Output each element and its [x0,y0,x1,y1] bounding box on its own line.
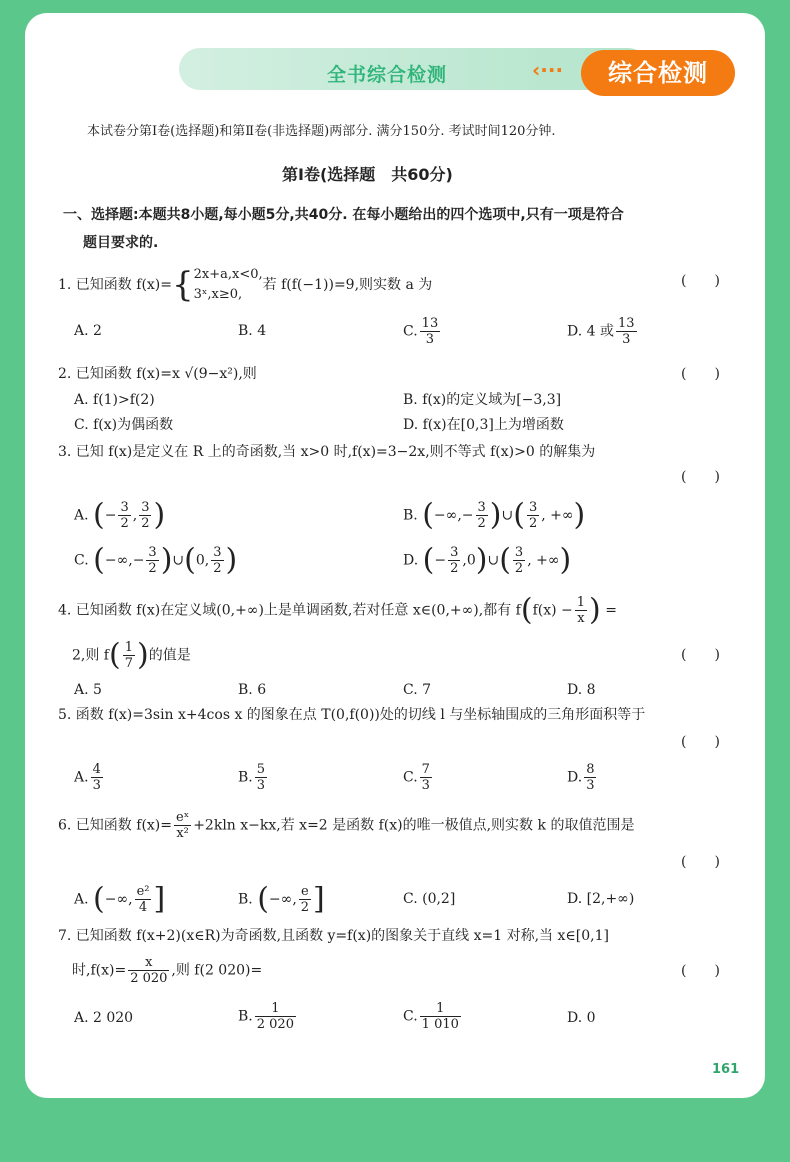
question-2-stem: 2. 已知函数 f(x)=x √(9−x²),则 [58,366,257,382]
q6-option-b: B. (−∞, $\frac{e}{2}$ ] [238,881,325,917]
q5-option-c: C. $\frac{7}{3}$ [403,762,430,793]
answer-blank: ( ) [681,647,720,663]
q4-option-a: A. 5 [74,682,102,698]
part-title: 一、选择题:本题共8小题,每小题5分,共40分. 在每小题给出的四个选项中,只有一项是符合 [63,207,624,223]
answer-blank: ( ) [681,854,720,870]
q1-option-b: B. 4 [238,323,267,339]
q3-option-c: C. (−∞,− $\frac{3}{2}$ )∪(0, $\frac{3}{2}$ ) [74,542,238,578]
answer-blank: ( ) [681,366,720,382]
q2-option-b: B. f(x)的定义域为[−3,3] [403,392,562,408]
q5-option-d: D. $\frac{8}{3}$ [567,762,595,793]
piecewise: 2x+a,x<0, 3ˣ,x≥0, [193,267,263,302]
q6-option-d: D. [2,+∞) [567,891,635,907]
q3-option-a: A. (− $\frac{3}{2}$ , $\frac{3}{2}$ ) [74,497,166,533]
section-title: 第Ⅰ卷(选择题 共60分) [282,165,453,184]
answer-blank: ( ) [681,734,720,750]
question-6-stem: 6. 已知函数 f(x)= $\frac{\text{eˣ}}{\text{x²}}$ +2kln x−kx,若 x=2 是函数 f(x)的唯一极值点,则实数 k 的取值范围是 [58,810,635,841]
answer-blank: ( ) [681,273,720,289]
answer-blank: ( ) [681,963,720,979]
q7-option-a: A. 2 020 [74,1010,134,1026]
exam-intro: 本试卷分第Ⅰ卷(选择题)和第Ⅱ卷(非选择题)两部分. 满分150分. 考试时间120分钟. [87,124,556,139]
chevron-left-icon: ‹··· [532,58,564,82]
q6-option-c: C. (0,2] [403,891,456,907]
q7-option-b: B. $\frac{1}{2 020}$ [238,1001,294,1032]
q4-option-d: D. 8 [567,682,596,698]
q6-option-a: A. (−∞, $\frac{\text{e²}}{4}$ ] [74,881,166,917]
question-3-stem: 3. 已知 f(x)是定义在 R 上的奇函数,当 x>0 时,f(x)=3−2x,则不等式 f(x)>0 的解集为 [58,444,596,460]
question-5-stem: 5. 函数 f(x)=3sin x+4cos x 的图象在点 T(0,f(0))处的切线 l 与坐标轴围成的三角形面积等于 [58,707,646,723]
part-title-cont: 题目要求的. [83,235,159,251]
q2-option-c: C. f(x)为偶函数 [74,417,174,433]
page-number: 161 [712,1062,740,1077]
q1-option-c: C. $\frac{13}{3}$ [403,316,439,347]
question-4-stem: 4. 已知函数 f(x)在定义域(0,+∞)上是单调函数,若对任意 x∈(0,+∞),都有 f(f(x) − $\frac{1}{x}$ ) = [58,592,617,628]
question-7-line2: 时,f(x)= $\frac{x}{2 020}$ ,则 f(2 020)= [72,955,263,986]
q5-option-a: A. $\frac{4}{3}$ [74,762,101,793]
q1-option-d: D. 4 或 $\frac{13}{3}$ [567,316,635,347]
question-1-stem: 1. 已知函数 f(x)={2x+a,x<0, 3ˣ,x≥0,若 f(f(−1))=9,则实数 a 为 [58,265,433,305]
q4-option-c: C. 7 [403,682,432,698]
q4-option-b: B. 6 [238,682,267,698]
q1-option-a: A. 2 [74,323,102,339]
q3-option-d: D. (− $\frac{3}{2}$ ,0)∪( $\frac{3}{2}$ , +∞) [403,542,572,578]
q2-option-d: D. f(x)在[0,3]上为增函数 [403,417,564,433]
q5-option-b: B. $\frac{5}{3}$ [238,762,266,793]
banner-title: 全书综合检测 [327,64,448,86]
question-4-line2: 2,则 f( $\frac{1}{7}$ )的值是 [72,637,191,673]
q7-option-c: C. $\frac{1}{1 010}$ [403,1001,459,1032]
q7-option-d: D. 0 [567,1010,596,1026]
section-tag: 综合检测 [581,50,735,96]
question-7-stem: 7. 已知函数 f(x+2)(x∈R)为奇函数,且函数 y=f(x)的图象关于直线 x=1 对称,当 x∈[0,1] [58,928,609,944]
brace-symbol: { [172,265,194,305]
q3-option-b: B. (−∞,− $\frac{3}{2}$ )∪( $\frac{3}{2}$ , +∞) [403,497,586,533]
q2-option-a: A. f(1)>f(2) [74,392,155,408]
answer-blank: ( ) [681,469,720,485]
